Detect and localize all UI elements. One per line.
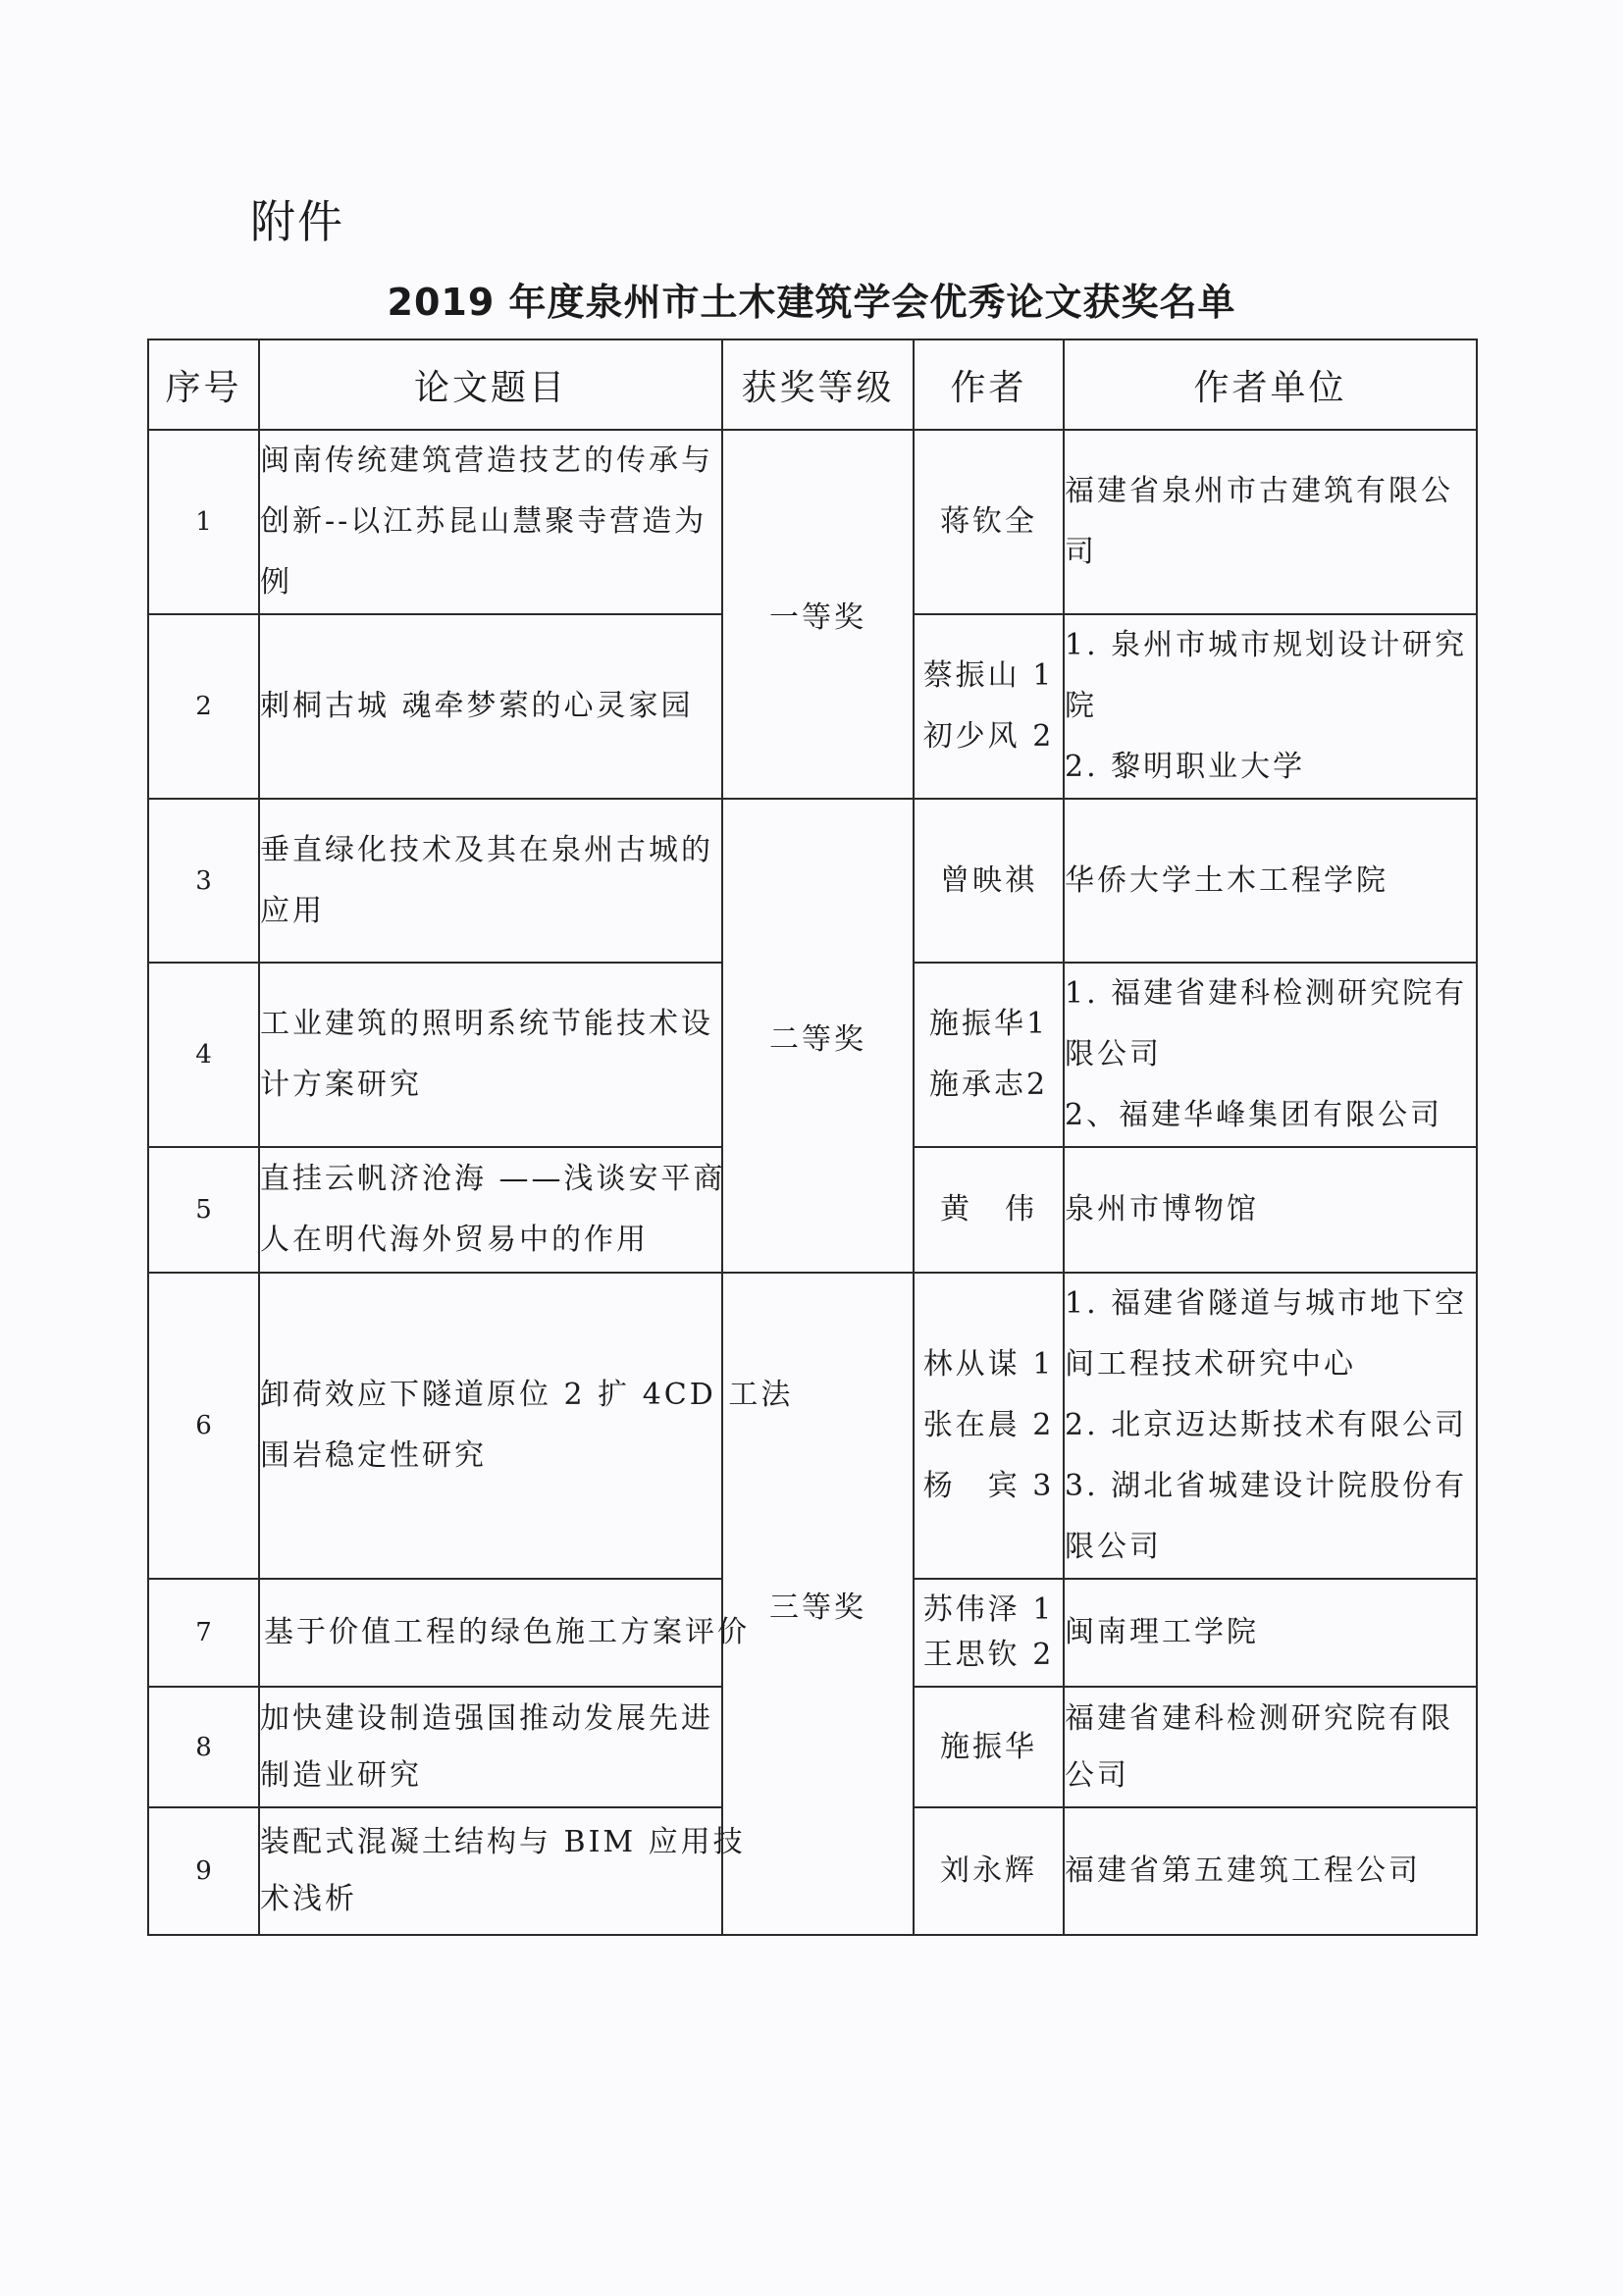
author-line: 杨 宾 3 <box>922 1469 1055 1503</box>
award-level-second: 二等奖 <box>722 799 914 1273</box>
row-index: 9 <box>148 1807 259 1935</box>
paper-title-line: 人在明代海外贸易中的作用 <box>260 1223 649 1257</box>
author-unit-line: 泉州市博物馆 <box>1065 1192 1259 1226</box>
author-unit <box>1064 1273 1477 1579</box>
author-unit-line: 福建省第五建筑工程公司 <box>1065 1853 1421 1888</box>
author-line: 初少风 2 <box>922 719 1055 754</box>
table-header-row <box>148 339 1477 430</box>
table-row <box>148 799 1477 963</box>
author <box>914 430 1064 614</box>
paper-title-line: 应用 <box>260 893 325 928</box>
paper-title-line: 刺桐古城 魂牵梦萦的心灵家园 <box>260 689 694 723</box>
author-unit-line: 间工程技术研究中心 <box>1065 1347 1356 1382</box>
author-unit-line: 1. 福建省隧道与城市地下空 <box>1065 1286 1468 1321</box>
paper-title-line: 加快建设制造强国推动发展先进 <box>260 1700 713 1736</box>
author-unit <box>1064 1579 1477 1687</box>
header-index: 序号 <box>148 339 259 430</box>
paper-title <box>259 963 722 1147</box>
document-title: 2019 年度泉州市土木建筑学会优秀论文获奖名单 <box>387 281 1236 324</box>
author-unit-line: 限公司 <box>1065 1037 1162 1071</box>
author-unit-line: 院 <box>1065 689 1097 723</box>
author <box>914 614 1064 799</box>
paper-title <box>259 1147 726 1273</box>
paper-title <box>259 1687 722 1807</box>
paper-title-line: 制造业研究 <box>260 1757 422 1793</box>
author-unit-line: 限公司 <box>1065 1530 1162 1564</box>
paper-title <box>259 614 722 799</box>
author-unit <box>1064 430 1477 614</box>
row-index: 1 <box>148 430 259 614</box>
header-award-level: 获奖等级 <box>722 339 914 430</box>
author-line: 施振华1 <box>928 1007 1049 1041</box>
author-unit-line: 2、福建华峰集团有限公司 <box>1065 1098 1443 1132</box>
header-author-unit: 作者单位 <box>1064 339 1477 430</box>
author-line: 黄 伟 <box>940 1192 1037 1226</box>
author-unit <box>1064 1687 1477 1807</box>
paper-title-line: 装配式混凝土结构与 BIM 应用技 <box>260 1825 746 1859</box>
author-line: 曾映祺 <box>940 862 1037 898</box>
author-line: 张在晨 2 <box>922 1408 1055 1442</box>
row-index: 4 <box>148 963 259 1147</box>
author-unit-line: 1. 泉州市城市规划设计研究 <box>1065 628 1468 662</box>
attachment-label: 附件 <box>250 195 344 248</box>
author <box>914 1807 1064 1935</box>
author-unit-line: 2. 北京迈达斯技术有限公司 <box>1065 1408 1468 1442</box>
author-unit <box>1064 1807 1477 1935</box>
paper-title-line: 基于价值工程的绿色施工方案评价 <box>264 1615 750 1649</box>
paper-title-line: 直挂云帆济沧海 ——浅谈安平商 <box>260 1162 726 1196</box>
paper-title-line: 计方案研究 <box>260 1068 422 1102</box>
paper-title <box>259 799 722 963</box>
author-line: 蔡振山 1 <box>922 658 1055 693</box>
author-unit <box>1064 614 1477 799</box>
author-line: 施承志2 <box>928 1068 1049 1102</box>
paper-title-line: 围岩稳定性研究 <box>260 1438 487 1473</box>
paper-title-line: 闽南传统建筑营造技艺的传承与 <box>260 444 713 478</box>
author-unit-line: 公司 <box>1065 1757 1129 1793</box>
author-unit-line: 福建省建科检测研究院有限 <box>1065 1700 1453 1736</box>
paper-title <box>259 1579 750 1687</box>
paper-title-line: 例 <box>260 565 292 600</box>
author-unit-line: 2. 黎明职业大学 <box>1065 750 1306 784</box>
author <box>914 1147 1064 1273</box>
author <box>914 1687 1064 1807</box>
paper-title-line: 卸荷效应下隧道原位 2 扩 4CD 工法 <box>260 1378 794 1412</box>
row-index: 6 <box>148 1273 259 1579</box>
paper-title-line: 垂直绿化技术及其在泉州古城的 <box>260 832 713 867</box>
author <box>914 963 1064 1147</box>
author-unit-line: 1. 福建省建科检测研究院有 <box>1065 976 1468 1011</box>
author <box>914 799 1064 963</box>
author-line: 王思钦 2 <box>922 1638 1055 1672</box>
table-row <box>148 1273 1477 1579</box>
row-index: 7 <box>148 1579 259 1687</box>
row-index: 5 <box>148 1147 259 1273</box>
awards-table <box>147 339 1478 1936</box>
header-author: 作者 <box>914 339 1064 430</box>
author-line: 苏伟泽 1 <box>922 1592 1055 1627</box>
author-unit-line: 华侨大学土木工程学院 <box>1065 862 1388 898</box>
row-index: 3 <box>148 799 259 963</box>
paper-title-line: 术浅析 <box>260 1882 357 1916</box>
award-level-third: 三等奖 <box>722 1273 914 1935</box>
paper-title <box>259 430 722 614</box>
author-unit-line: 闽南理工学院 <box>1065 1615 1259 1649</box>
author-unit <box>1064 1147 1477 1273</box>
author <box>914 1273 1064 1579</box>
table-row <box>148 430 1477 614</box>
award-level-first: 一等奖 <box>722 430 914 799</box>
row-index: 8 <box>148 1687 259 1807</box>
author-unit-line: 司 <box>1065 535 1097 569</box>
author-unit <box>1064 799 1477 963</box>
paper-title-line: 工业建筑的照明系统节能技术设 <box>260 1007 713 1041</box>
author-line: 蒋钦全 <box>940 504 1037 539</box>
author-line: 施振华 <box>940 1729 1037 1764</box>
row-index: 2 <box>148 614 259 799</box>
author-unit <box>1064 963 1477 1147</box>
paper-title <box>259 1273 794 1579</box>
author-line: 刘永辉 <box>940 1853 1037 1888</box>
author-unit-line: 福建省泉州市古建筑有限公 <box>1065 474 1453 508</box>
paper-title <box>259 1807 746 1935</box>
author-line: 林从谋 1 <box>922 1347 1055 1382</box>
author <box>914 1579 1064 1687</box>
header-paper-title: 论文题目 <box>259 339 722 430</box>
author-unit-line: 3. 湖北省城建设计院股份有 <box>1065 1469 1468 1503</box>
paper-title-line: 创新--以江苏昆山慧聚寺营造为 <box>260 504 707 539</box>
